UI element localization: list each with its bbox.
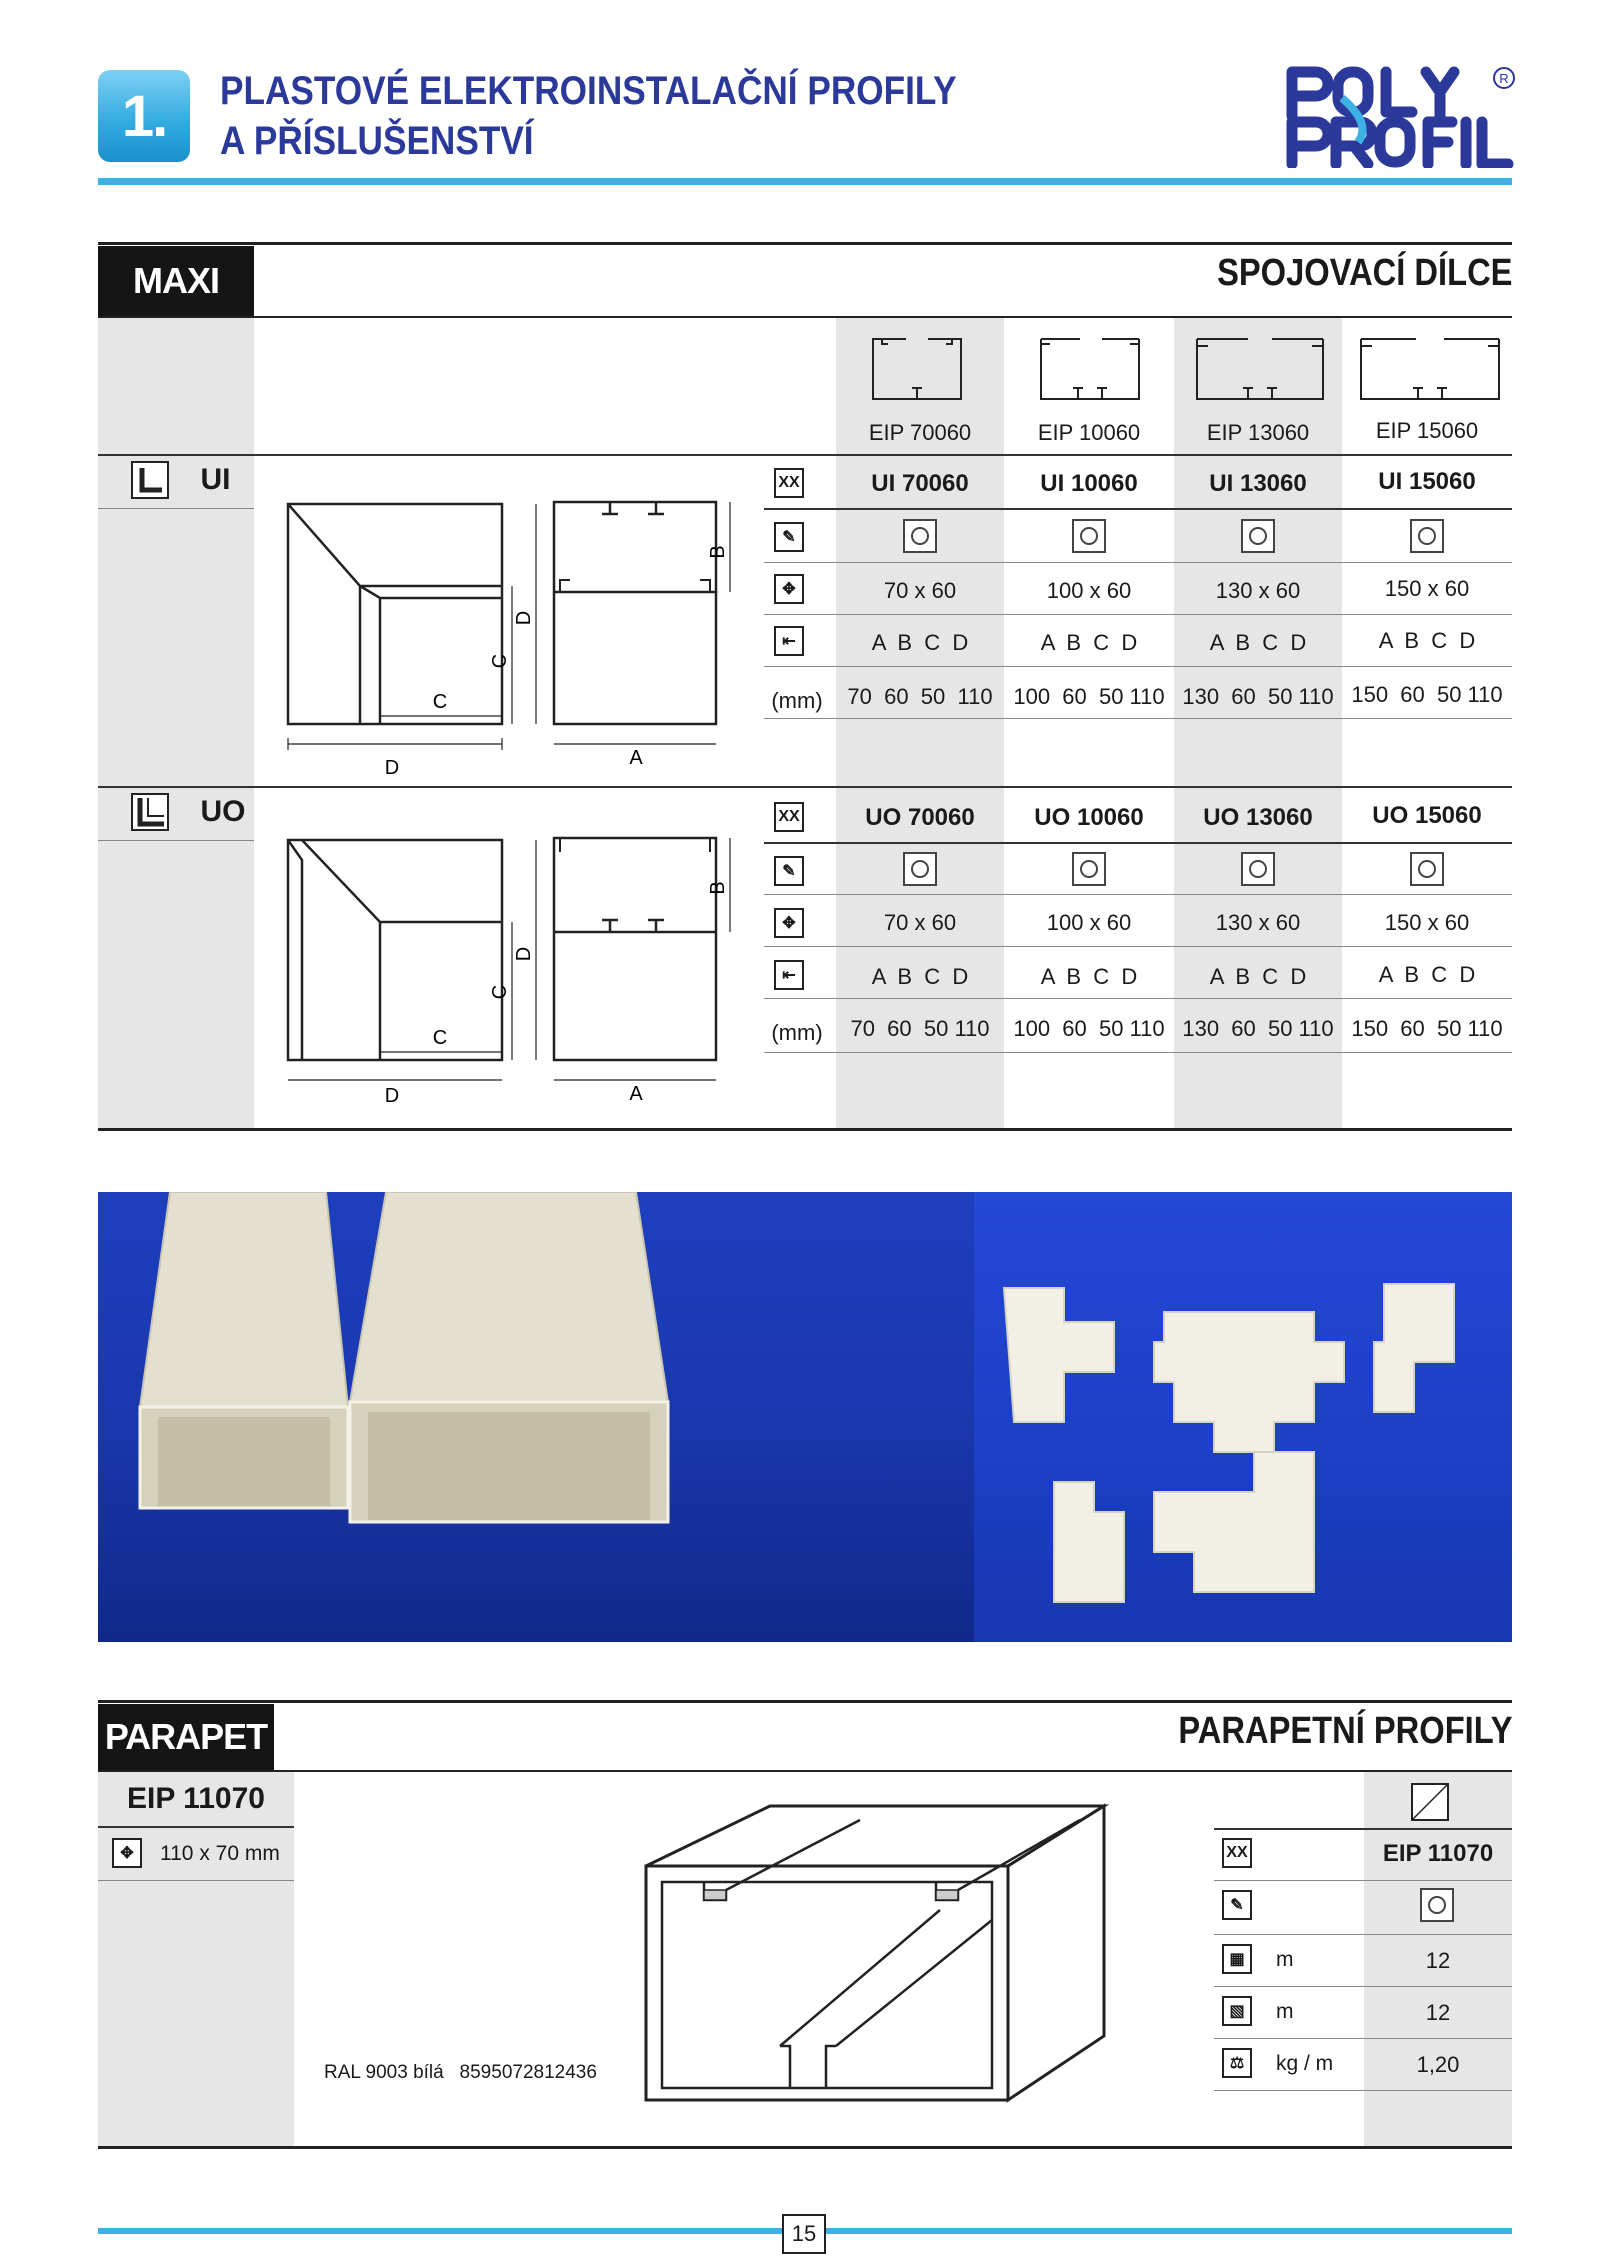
parapet-table-rule: [1214, 1880, 1512, 1881]
parapet-top-rule: [98, 1700, 1512, 1703]
ui-dims: 150 60 50 110: [1351, 682, 1503, 707]
parapet-table-rule: [1214, 1986, 1512, 1987]
size-detail-icon: ⇤: [774, 960, 804, 990]
ui-code: UI 10060: [1040, 470, 1138, 497]
parapet-code-rule: [98, 1826, 294, 1828]
uo-label-underline: [98, 840, 254, 841]
uo-size: 130 x 60: [1215, 910, 1301, 935]
row-value: 1,20: [1416, 2052, 1460, 2077]
white-color-swatch: [1241, 519, 1275, 553]
ui-row-rule: [764, 666, 1512, 667]
ui-size: 150 x 60: [1384, 576, 1470, 601]
parapet-profile-drawing: [640, 1800, 1120, 2106]
photo-cable-ducts: [98, 1192, 974, 1642]
maxi-heading: SPOJOVACÍ DÍLCE: [1216, 252, 1512, 294]
profile-icon-70060: [868, 334, 966, 404]
parapet-band-rule: [98, 1770, 1512, 1772]
ui-size: 70 x 60: [883, 578, 957, 603]
profile-label: EIP 10060: [1037, 420, 1141, 445]
dim-c-side: C: [489, 653, 511, 669]
ui-technical-drawing: [280, 496, 740, 778]
white-color-swatch: [1410, 852, 1444, 886]
dim-d-bottom: D: [384, 757, 400, 778]
uo-size: 100 x 60: [1046, 910, 1132, 935]
parapet-size-rule: [98, 1880, 294, 1881]
uo-size: 150 x 60: [1384, 910, 1470, 935]
page-title: [220, 66, 957, 166]
uo-dims: 150 60 50 110: [1351, 1016, 1503, 1041]
parapet-table-rule: [1214, 1934, 1512, 1935]
parapet-table-code: EIP 11070: [1382, 1840, 1494, 1867]
uo-row-rule: [764, 894, 1512, 895]
profile-label: EIP 13060: [1206, 420, 1310, 445]
parapet-code: EIP 11070: [127, 1782, 265, 1815]
photo-fittings: [974, 1192, 1512, 1642]
page-number: 15: [782, 2214, 826, 2254]
ui-row-label: [130, 460, 230, 500]
dimensions-icon: ✥: [774, 574, 804, 604]
ui-row-rule: [764, 508, 1512, 510]
ui-code: UI 15060: [1378, 468, 1476, 495]
uo-abcd: A B C D: [871, 964, 969, 989]
parapet-left-column: [98, 1772, 294, 2146]
dim-a: A: [629, 747, 643, 769]
package-length-icon: ▦: [1222, 1944, 1252, 1974]
ui-label-underline: [98, 508, 254, 509]
row-value: 12: [1425, 2000, 1451, 2025]
ui-size: 130 x 60: [1215, 578, 1301, 603]
white-color-swatch: [903, 852, 937, 886]
parapet-tag: PARAPET: [98, 1704, 274, 1770]
svg-text:R: R: [1499, 71, 1509, 86]
white-color-swatch: [903, 519, 937, 553]
ui-code: UI 70060: [871, 470, 969, 497]
dim-b: B: [707, 881, 729, 895]
ui-dims: 130 60 50 110: [1182, 684, 1334, 709]
color-icon: ✎: [1222, 1890, 1252, 1920]
cable-duct-illustration: [98, 1192, 974, 1642]
maxi-left-column: [98, 318, 254, 1128]
uo-dims: 70 60 50 110: [850, 1016, 990, 1041]
dim-c-side: C: [489, 984, 511, 1000]
white-color-swatch: [1072, 519, 1106, 553]
uo-row-rule: [764, 946, 1512, 947]
title-line-1: PLASTOVÉ ELEKTROINSTALAČNÍ PROFILY: [220, 69, 957, 113]
maxi-section-bottom-rule: [98, 1128, 1512, 1131]
dimensions-icon: ✥: [112, 1838, 142, 1868]
white-color-swatch: [1241, 852, 1275, 886]
color-icon: ✎: [774, 522, 804, 552]
ui-row-rule: [764, 718, 1512, 719]
uo-abcd: A B C D: [1209, 964, 1307, 989]
uo-dims: 130 60 50 110: [1182, 1016, 1334, 1041]
uo-block-rule: [98, 786, 1512, 788]
white-color-swatch: [1420, 1888, 1454, 1922]
uo-code: UO 10060: [1034, 804, 1144, 831]
article-code-icon: XX: [774, 468, 804, 498]
parapet-table-rule: [1214, 2090, 1512, 2091]
parapet-bottom-rule: [98, 2146, 1512, 2149]
ui-abcd: A B C D: [1209, 630, 1307, 655]
dim-c-bottom: C: [432, 1027, 448, 1049]
ui-abcd: A B C D: [1378, 628, 1476, 653]
dim-d-bottom: D: [384, 1085, 400, 1107]
row-value: 12: [1425, 1948, 1451, 1973]
unit-mm: (mm): [771, 1020, 823, 1045]
dim-b: B: [707, 545, 729, 559]
uo-code: UO 70060: [865, 804, 975, 831]
parapet-heading: PARAPETNÍ PROFILY: [1177, 1710, 1512, 1752]
profile-label: EIP 15060: [1375, 418, 1479, 443]
profile-icon-13060: [1192, 334, 1328, 404]
uo-abcd: A B C D: [1040, 964, 1138, 989]
unit-mm: (mm): [771, 688, 823, 713]
dim-a: A: [629, 1083, 643, 1105]
ui-abcd: A B C D: [871, 630, 969, 655]
uo-corner-icon: [130, 792, 170, 832]
uo-abcd: A B C D: [1378, 962, 1476, 987]
uo-dims: 100 60 50 110: [1013, 1016, 1165, 1041]
parapet-size: 110 x 70 mm: [160, 1842, 280, 1865]
title-line-2: A PŘÍSLUŠENSTVÍ: [220, 119, 534, 163]
profile-icon-15060: [1356, 334, 1504, 404]
parapet-table-rule: [1214, 2038, 1512, 2039]
profile-icon-10060: [1036, 334, 1144, 404]
uo-row-rule: [764, 998, 1512, 999]
row-unit: m: [1276, 2000, 1294, 2023]
weight-icon: ⚖: [1222, 2048, 1252, 2078]
ui-block-rule: [98, 454, 1512, 456]
ui-label: UI: [200, 463, 231, 496]
row-unit: kg / m: [1276, 2052, 1334, 2075]
dim-d-side: D: [513, 610, 535, 626]
row-unit: m: [1276, 1948, 1294, 1971]
ui-size: 100 x 60: [1046, 578, 1132, 603]
profile-label: EIP 70060: [868, 420, 972, 445]
uo-row-rule: [764, 1052, 1512, 1053]
fittings-illustration: [974, 1192, 1512, 1642]
uo-row-rule: [764, 842, 1512, 844]
ui-corner-icon: [130, 460, 170, 500]
uo-size: 70 x 60: [883, 910, 957, 935]
diagonal-square-icon: [1410, 1782, 1450, 1822]
ui-dims: 70 60 50 110: [847, 684, 993, 709]
white-color-swatch: [1072, 852, 1106, 886]
ui-row-rule: [764, 562, 1512, 563]
dim-d-side: D: [513, 946, 535, 962]
parapet-table-rule: [1214, 1828, 1512, 1830]
dimensions-icon: ✥: [774, 908, 804, 938]
article-code-icon: XX: [1222, 1838, 1252, 1868]
ui-dims: 100 60 50 110: [1013, 684, 1165, 709]
maxi-tag: MAXI: [98, 246, 254, 316]
uo-code: UO 13060: [1203, 804, 1313, 831]
ui-code: UI 13060: [1209, 470, 1307, 497]
color-icon: ✎: [774, 856, 804, 886]
uo-row-label: [130, 792, 245, 832]
parapet-color-note: RAL 9003 bílá 8595072812436: [324, 2062, 597, 2083]
size-detail-icon: ⇤: [774, 626, 804, 656]
ui-row-rule: [764, 614, 1512, 615]
uo-code: UO 15060: [1372, 802, 1482, 829]
carton-length-icon: ▧: [1222, 1996, 1252, 2026]
uo-label: UO: [200, 795, 246, 828]
uo-technical-drawing: [280, 832, 740, 1112]
dim-c-bottom: C: [432, 691, 448, 713]
white-color-swatch: [1410, 519, 1444, 553]
ui-abcd: A B C D: [1040, 630, 1138, 655]
header-divider: [98, 178, 1512, 185]
article-code-icon: XX: [774, 802, 804, 832]
section-top-rule: [98, 242, 1512, 245]
chapter-number: 1.: [98, 70, 190, 162]
poly-profil-logo: [1282, 64, 1516, 168]
